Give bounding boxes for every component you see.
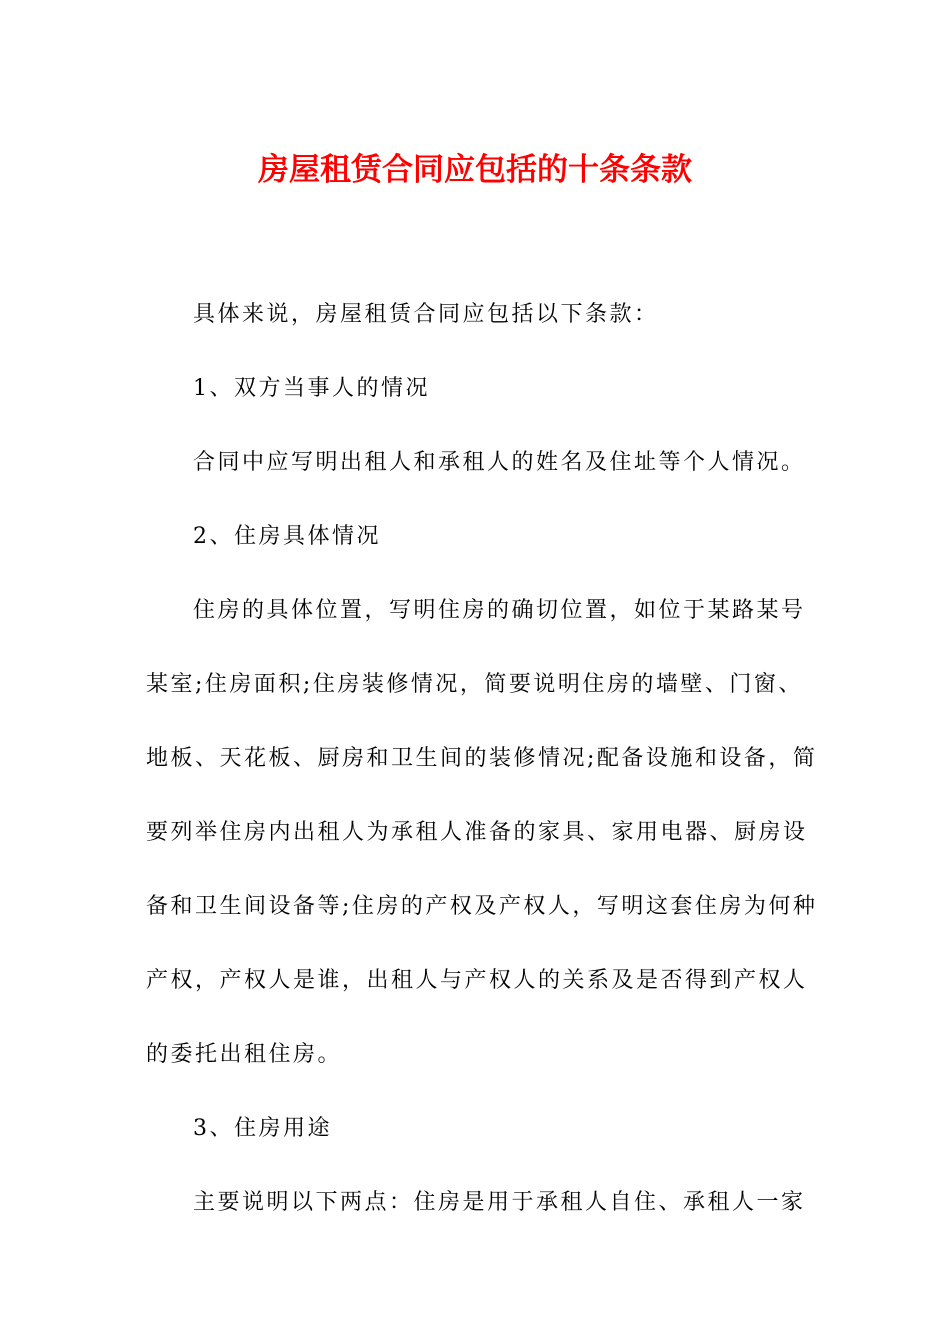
clause-text-2-line: 住房的具体位置，写明住房的确切位置，如位于某路某号 xyxy=(193,598,806,623)
clause-text-2-line: 备和卫生间设备等;住房的产权及产权人，写明这套住房为何种 xyxy=(146,894,818,919)
clause-text-2-line: 的委托出租住房。 xyxy=(146,1042,343,1067)
intro-paragraph: 具体来说，房屋租赁合同应包括以下条款： xyxy=(193,302,659,327)
clause-text-2-line: 要列举住房内出租人为承租人准备的家具、家用电器、厨房设 xyxy=(146,820,808,845)
document-body xyxy=(146,278,818,1240)
clause-text-2-line: 某室;住房面积;住房装修情况，简要说明住房的墙壁、门窗、 xyxy=(146,672,803,697)
clause-text-2-line: 地板、天花板、厨房和卫生间的装修情况;配备设施和设备，简 xyxy=(146,746,818,771)
clause-heading-2: 2、住房具体情况 xyxy=(193,524,381,549)
clause-heading-1: 1、双方当事人的情况 xyxy=(193,376,430,401)
clause-text-2-line: 产权，产权人是谁，出租人与产权人的关系及是否得到产权人 xyxy=(146,968,808,993)
clause-text-1: 合同中应写明出租人和承租人的姓名及住址等个人情况。 xyxy=(193,450,806,475)
clause-text-3: 主要说明以下两点：住房是用于承租人自住、承租人一家 xyxy=(193,1190,806,1215)
clause-heading-3: 3、住房用途 xyxy=(193,1116,332,1141)
document-title: 房屋租赁合同应包括的十条条款 xyxy=(258,152,692,188)
